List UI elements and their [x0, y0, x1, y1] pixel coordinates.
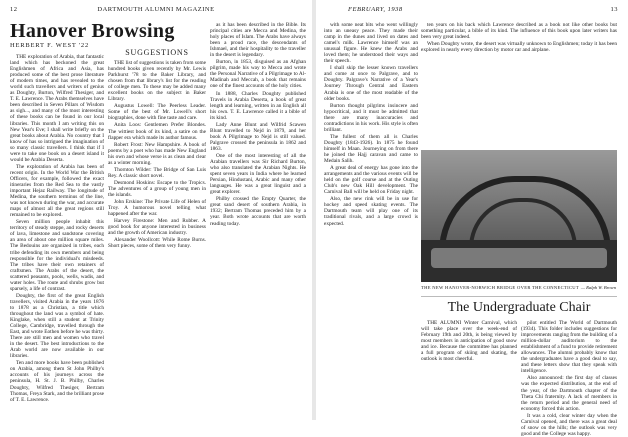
paragraph: pilot entitled The World of Dartmouth (1934). This folder includes suggestions for improvements ranging from the building of a million-dollar auditorium to the establishment of a fund to provide retirement allowances. The alumni probably know that the undergraduates have a good deal to say, and these letters show that they speak with intelligence. — [521, 320, 617, 375]
paragraph: THE exploration of Arabia, that fantastic land which has beckoned the great Englishmen of Africa and Asia, has produced some of the best prose literature of modern times, and has revealed to the world such travellers and writers of genius as Doughty, Burton, Wilfred Thesiger, and T. E. Lawrence. The Arabs themselves have been described in Seven Pillars of Wisdom as sigh..., and many of the most interesting of these books can be found in our local libraries. This month I am writing this on New Year's Eve; I shall write briefly on the great books about Arabia. No country that I know of has so intrigued the imagination of so many classic travellers. I think that if I were to take one book on a desert island it would be Arabia Deserta. — [10, 54, 104, 163]
article-byline: HERBERT F. WEST '22 — [10, 42, 90, 49]
paragraph: I shall skip the lesser known travellers and come at once to Palgrave, and to Doughty. Palgrave's Narrative of a Year's Journey Through Central and Eastern Arabia is one of the most readable of the older books. — [324, 65, 418, 102]
paragraph: with some neat bits who went willingly into an uneasy peace. They made their camp in the dunes and lived on dates and camel's milk. Lawrence himself was an unusual figure. He knew the Arabs and loved them; he understood their ways and their speech. — [324, 22, 418, 65]
paragraph: ten years on his back which Lawrence described as a book not like other books but something particular, a bible of its kind. The influence of this book upon later writers has been very great indeed. — [421, 22, 617, 41]
issue-date: FEBRUARY, 1938 — [348, 6, 403, 13]
page-number-left: 12 — [10, 6, 18, 13]
paragraph: as it has been described in the Bible. Its principal cities are Mecca and Medina, the holy places of Islam. The Arabs have always been a proud race, the descendants of Ishmael, and their hospitality to the traveller in the desert is legendary. — [210, 22, 306, 59]
paragraph: John Erskine: The Private Life of Helen of Troy. A humorous novel telling what happened after the war. — [108, 199, 206, 218]
article-column-7 — [521, 320, 617, 437]
paragraph: Also, the new rink will be in use for hockey and speed skating events. The Dartmouth team will play one of its traditional rivals, and a large crowd is expected. — [324, 196, 418, 227]
photo-credit: — Ralph W. Brown — [580, 285, 616, 290]
article-column-1 — [10, 54, 104, 414]
article-column-6 — [421, 320, 517, 414]
paragraph: Desmond Hoskins: Escape to the Tropics. The adventures of a group of young men in the islands. — [108, 179, 206, 198]
paragraph: Burton, in 1853, disguised as an Afghan pilgrim, made his way to Mecca and wrote the Personal Narrative of a Pilgrimage to Al-Madinah and Meccah, a book that remains one of the finest accounts of the holy cities. — [210, 59, 306, 90]
paragraph: A great deal of energy has gone into the arrangements and the various events will be held on the golf course and at the Outing Club's new Oak Hill development. The Carnival Ball will be held on Friday night. — [324, 165, 418, 196]
article-column-5 — [421, 22, 617, 146]
section-divider — [421, 296, 617, 297]
paragraph: It was a cold, clear winter day when the Carnival opened, and there was a great deal of snow on the hills; the outlook was very good and the College was happy. — [521, 412, 617, 437]
right-page — [316, 0, 628, 437]
paragraph: In 1888, Charles Doughty published Travels in Arabia Deserta, a book of great length and learning, written in an English all his own. T. E. Lawrence called it a bible of its kind. — [210, 90, 306, 121]
paragraph: Burton thought pilgrims insincere and hypocritical, and it must be admitted that there are many inaccuracies and contradictions in his work. His style is often brilliant. — [324, 102, 418, 133]
paragraph: The fullest of them all is Charles Doughty (1843-1926). In 1875 he found himself in Maan. Journeying on from there he joined the Hajj caravan and came to Medain Salih. — [324, 133, 418, 165]
photo-snow — [431, 248, 607, 268]
bridge-photo — [421, 150, 617, 282]
left-page — [0, 0, 312, 420]
article-column-3 — [210, 22, 306, 414]
suggestions-heading: SUGGESTIONS — [125, 48, 189, 57]
paragraph: Lady Anne Blunt and Wilfrid Scawen Blunt travelled to Nejd in 1879, and her book A Pilgrimage to Nejd is still valued. Palgrave crossed the peninsula in 1862 and 1863. — [210, 121, 306, 152]
article-column-2 — [108, 60, 206, 414]
paragraph: The exploration of Arabia has been of recent origin. In the World War the British Officers, for example, followed the exact itineraries from the Red Sea to the vastly important Hejaz Railway. The longitude of Medina, the southern terminus of the line, was not known during the war, and accurate maps of almost all the great regions still remained to be explored. — [10, 163, 104, 219]
paragraph: Doughty, the first of the great English travellers, visited Arabia in the years 1876 to 1878 as a Christian, a title which throughout the land was a symbol of hate. Kinglake, when still a student at Trinity College, Cambridge, travelled through the East, and wrote Eothen before he was thirty. There are still men and women who travel in the desert. The best introductions to the Arab world are now available in our libraries. — [10, 292, 104, 360]
running-head-right — [326, 6, 618, 18]
paragraph: Thornton Wilder: The Bridge of San Luis Rey. A classic short novel. — [108, 166, 206, 179]
running-head-left — [10, 6, 302, 18]
paragraph: Seven million people inhabit this territory of steady steppe, and rocky deserts of lava, limestone and sandstone covering an area of about one million square miles. The Bedouins are organized in tribes, each tribe defending its own members and being responsible for the individual's misdeeds. The tribes have their own retainers of craftsmen. The Arabs of the desert, the scattered peasants, pools, wells, wadis, and water holes. The route and shrubs grow but sparsely, a life of contrast. — [10, 219, 104, 292]
paragraph: Ten and more books have been published on Arabia, among them St John Philby's accounts of his journeys across the peninsula, H. St. J. B. Philby, Charles Doughty, Wilfred Thesiger, Bertram Thomas, Freya Stark, and the brilliant prose of T. E. Lawrence. — [10, 360, 104, 403]
paragraph: When Doughty wrote, the desert was virtually unknown to Englishmen; today it has been explored in nearly every direction by motor car and airplane. — [421, 41, 617, 54]
magazine-title-left: DARTMOUTH ALUMNI MAGAZINE — [97, 6, 215, 13]
paragraph: THE ALUMNI Winter Carnival, which will take place over the week-end of February 19th and 20th, is being viewed by most members in anticipation of good snow and ice. Because the committee has planned a full program of skiing and skating, the outlook is most cheerful. — [421, 320, 517, 363]
paragraph: Philby crossed the Empty Quarter, the great sand desert of southern Arabia, in 1932; Bertram Thomas preceded him by a year. Both wrote accounts that are worth reading today. — [210, 196, 306, 227]
paragraph: Robert Frost: New Hampshire. A book of poems by a poet who has made New England his own and whose verse is as clean and clear as a winter morning. — [108, 141, 206, 166]
paragraph: THE list of suggestions is taken from some hundred books given recently by Mr. Lewis Parkhurst '78 to the Baker Library, and chosen from that library's list for the reading of college men. To these may be added many excellent books on the subject in Baker Library. — [108, 60, 206, 103]
photo-caption: THE NEW HANOVER-NORWICH BRIDGE OVER THE CONNECTICUT — [421, 285, 580, 290]
article-title: Hanover Browsing — [10, 20, 175, 42]
paragraph: One of the most interesting of all the Arabian travellers was Sir Richard Burton, who also translated the Arabian Nights. He spent seven years in India where he learned Persian, Hindustani, Arabic and many other languages. He was a great linguist and a great explorer. — [210, 152, 306, 196]
page-number-right: 13 — [610, 6, 618, 13]
paragraph: Alexander Woollcott: While Rome Burns. Short pieces, some of them very funny. — [108, 237, 206, 250]
paragraph: Anita Loos: Gentlemen Prefer Blondes. The wittiest book of its kind, a satire on the flapper era which made its author famous. — [108, 122, 206, 141]
section-heading: The Undergraduate Chair — [447, 300, 591, 315]
paragraph: Also announced: the first day of classes was the expected distribution, at the end of the year, of the Dartmouth chapter of the Theta Chi fraternity. A lack of members in the return period and the general need of economy forced this action. — [521, 375, 617, 412]
paragraph: Augustus Lowell: The Peerless Leader. Some of the best of Mr. Lowell's short biographies, done with fine taste and care. — [108, 103, 206, 122]
paragraph: Harvey Firestone: Men and Rubber. A good book for anyone interested in business and the growth of American industry. — [108, 218, 206, 237]
article-column-4 — [324, 22, 418, 414]
